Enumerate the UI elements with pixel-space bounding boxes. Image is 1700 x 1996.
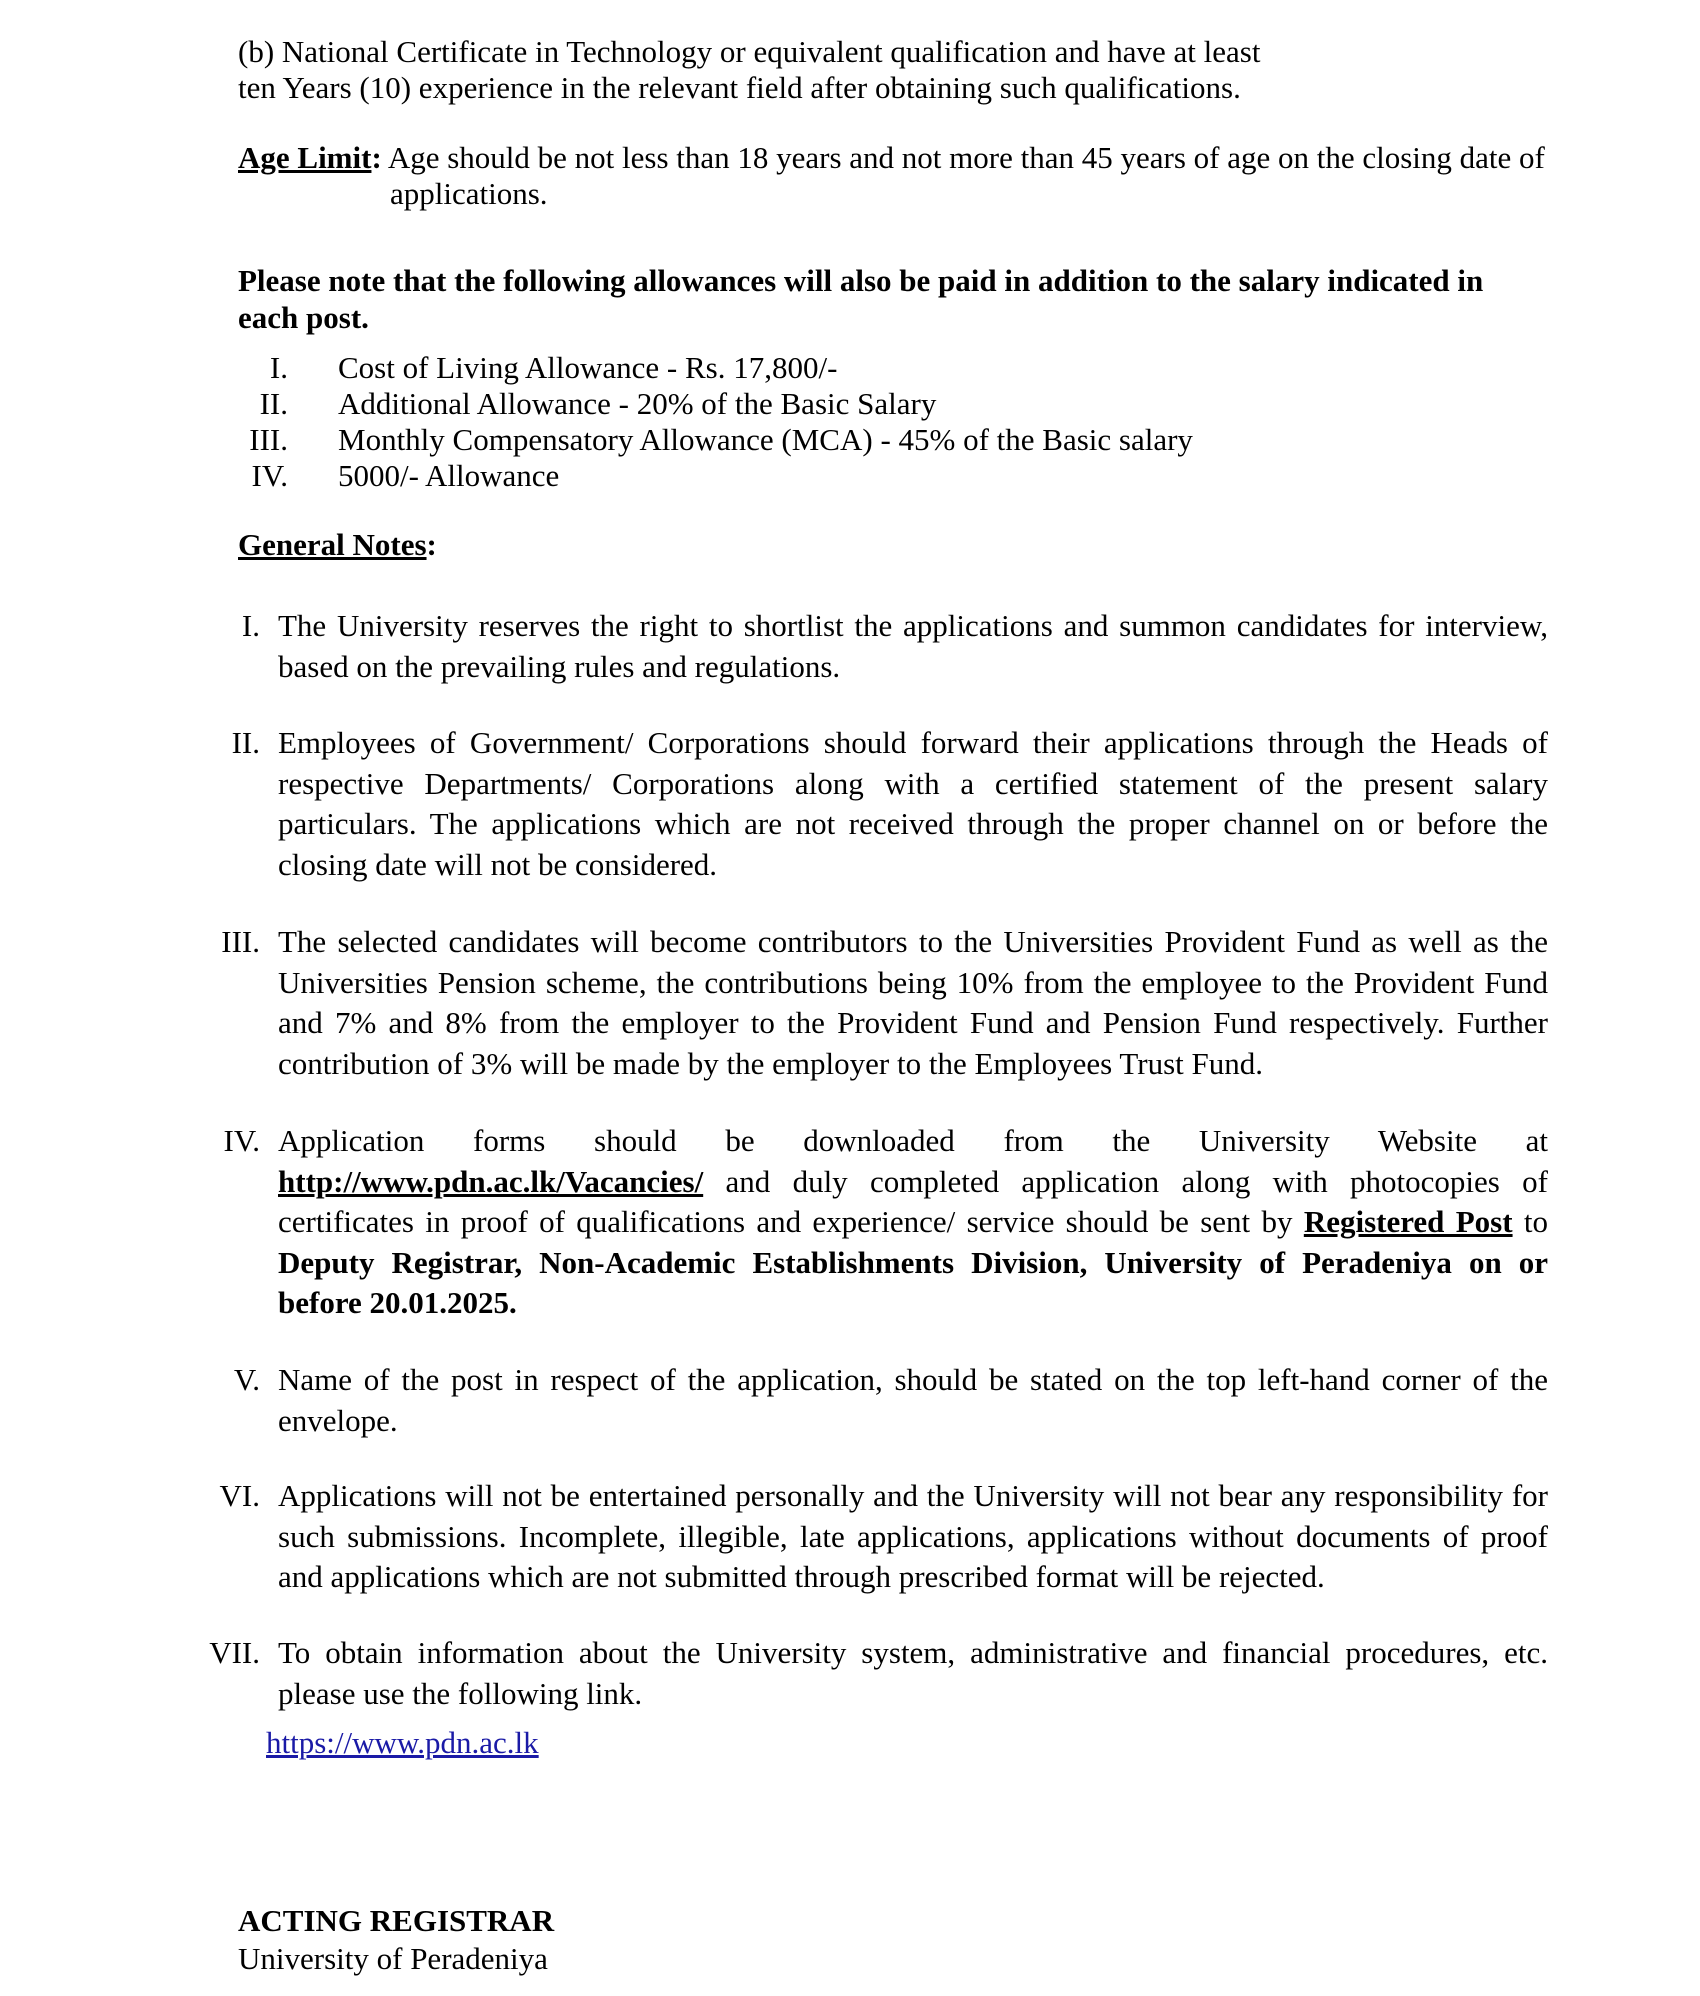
allowance-item [238,386,1538,422]
allowance-text: Monthly Compensatory Allowance (MCA) - 45% of the Basic salary [338,422,1193,457]
note-number: II. [231,725,260,760]
note-text-part: Application forms should be downloaded from the University Website at [278,1123,1548,1158]
qualification-line: ten Years (10) experience in the relevant field after obtaining such qualifications. [238,70,1241,105]
note-text: Applications will not be entertained personally and the University will not bear any responsibility for such submissions. Incomplete, illegible, late applications, applications without documents of proof and applications which are not submitted through prescribed format will be rejected. [278,1478,1548,1594]
allowance-number: I. [269,350,288,385]
allowance-item [238,350,1538,386]
signature-title: ACTING REGISTRAR [238,1903,555,1938]
general-note-item [200,922,1548,1084]
note-text-part: and duly completed application along with photocopies of certificates in proof of qualifications and experience/ service should be sent by [278,1163,1548,1239]
general-note-item [200,1121,1548,1324]
note-number: IV. [223,1123,260,1158]
allowance-number: II. [259,386,288,421]
note-text [278,1121,1548,1324]
general-note-item [200,1633,1548,1714]
allowance-text: 5000/- Allowance [338,458,560,493]
general-note-item [200,606,1548,687]
note-text: To obtain information about the University system, administrative and financial procedures, etc. please use the following link. [278,1635,1548,1711]
note-number: VII. [209,1635,260,1670]
general-note-item [200,1360,1548,1441]
note-number: V. [233,1362,260,1397]
general-notes-colon: : [426,527,437,562]
general-notes-title: General Notes [238,527,427,562]
general-note-item [200,723,1548,885]
note-text: Name of the post in respect of the application, should be stated on the top left-hand corner of the envelope. [278,1362,1548,1438]
allowance-text: Cost of Living Allowance - Rs. 17,800/- [338,350,838,385]
allowance-number: III. [249,422,288,457]
general-notes-heading [238,526,437,565]
age-limit-label: Age Limit [238,140,372,175]
registered-post-emphasis: Registered Post [1303,1204,1513,1239]
note-text: The University reserves the right to shortlist the applications and summon candidates for interview, based on the prevailing rules and regulations. [278,608,1548,684]
note-text-part: to [1523,1204,1549,1239]
university-link[interactable]: https://www.pdn.ac.lk [266,1725,539,1760]
vacancies-url[interactable]: http://www.pdn.ac.lk/Vacancies/ [278,1163,704,1199]
note-number: I. [241,608,260,643]
age-limit-text-cont: applications. [390,176,548,211]
allowance-item [238,422,1538,458]
signature-org: University of Peradeniya [238,1941,548,1976]
qualification-line: (b) National Certificate in Technology or equivalent qualification and have at least [238,34,1261,69]
age-limit-text: Age should be not less than 18 years and not more than 45 years of age on the closing date of [387,140,1545,175]
note-text: Employees of Government/ Corporations should forward their applications through the Heads of respective Departments/ Corporations along with a certified statement of the present salary particulars. The applications which are not received through the proper channel on or before the closing date will not be considered. [278,725,1548,882]
allowance-text: Additional Allowance - 20% of the Basic Salary [338,386,937,421]
allowance-number: IV. [251,458,288,493]
note-number: VI. [219,1478,260,1513]
allowances-list [238,350,1538,494]
general-note-item [200,1476,1548,1598]
qualification-block [238,34,1538,106]
allowance-item [238,458,1538,494]
note-number: III. [221,924,260,959]
allowances-note: Please note that the following allowances will also be paid in addition to the salary indicated in each post. [238,263,1484,335]
note-text: The selected candidates will become contributors to the Universities Provident Fund as well as the Universities Pension scheme, the contributions being 10% from the employee to the Provident Fund and 7% and 8% from the employer to the Provident Fund and Pension Fund respectively. Further contribution of 3% will be made by the employer to the Employees Trust Fund. [278,924,1548,1081]
age-limit-colon: : [371,140,382,175]
age-limit [238,140,1548,212]
deadline-address: Deputy Registrar, Non-Academic Establishments Division, University of Peradeniya on or before 20.01.2025. [278,1244,1548,1320]
